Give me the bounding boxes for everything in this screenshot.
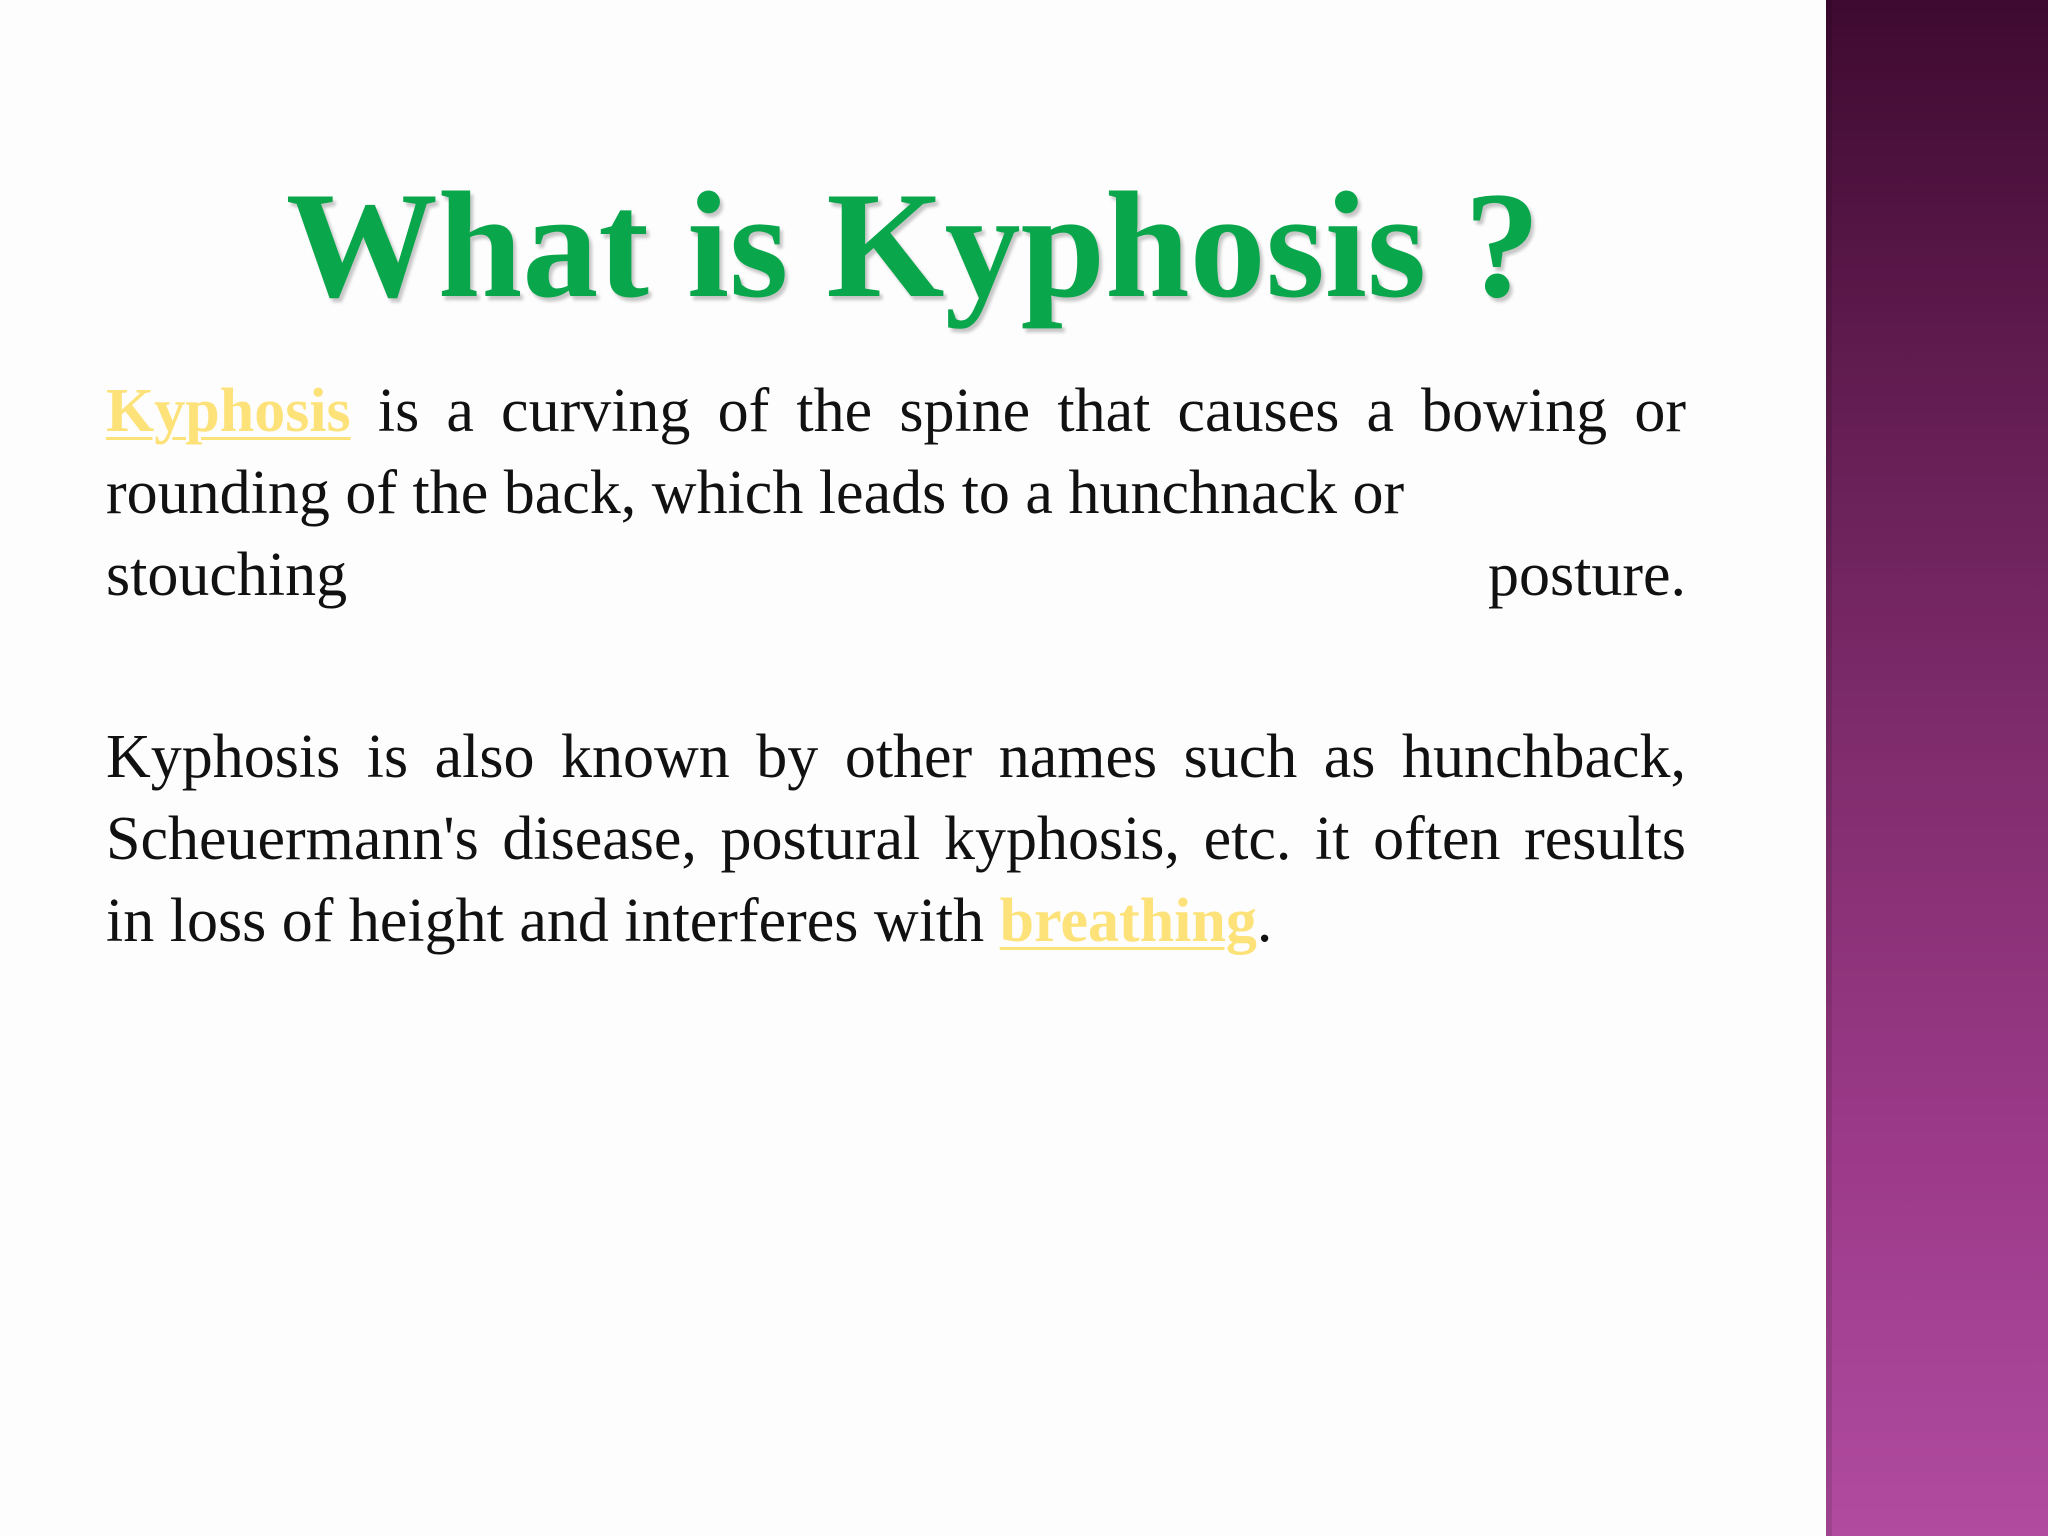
definition-last-word-left: stouching	[106, 541, 348, 609]
breathing-link[interactable]: breathing	[999, 887, 1257, 955]
definition-text: is a curving of the spine that causes a bowing or rounding of the back, which leads to a hunchnack or	[106, 377, 1686, 527]
paragraph-definition	[106, 370, 1686, 616]
slide-title: What is Kyphosis ?	[285, 161, 1541, 329]
definition-last-word-right: posture.	[1487, 541, 1686, 609]
side-decoration-bar	[1826, 0, 2048, 1536]
other-names-end: .	[1256, 887, 1273, 955]
other-names-text: Kyphosis is also known by other names such as hunchback, Scheuermann's disease, postural kyphosis, etc. it often results in loss of height and interferes with	[106, 723, 1686, 955]
definition-last-line	[106, 534, 1686, 616]
kyphosis-link[interactable]: Kyphosis	[106, 377, 351, 445]
paragraph-other-names	[106, 716, 1686, 962]
